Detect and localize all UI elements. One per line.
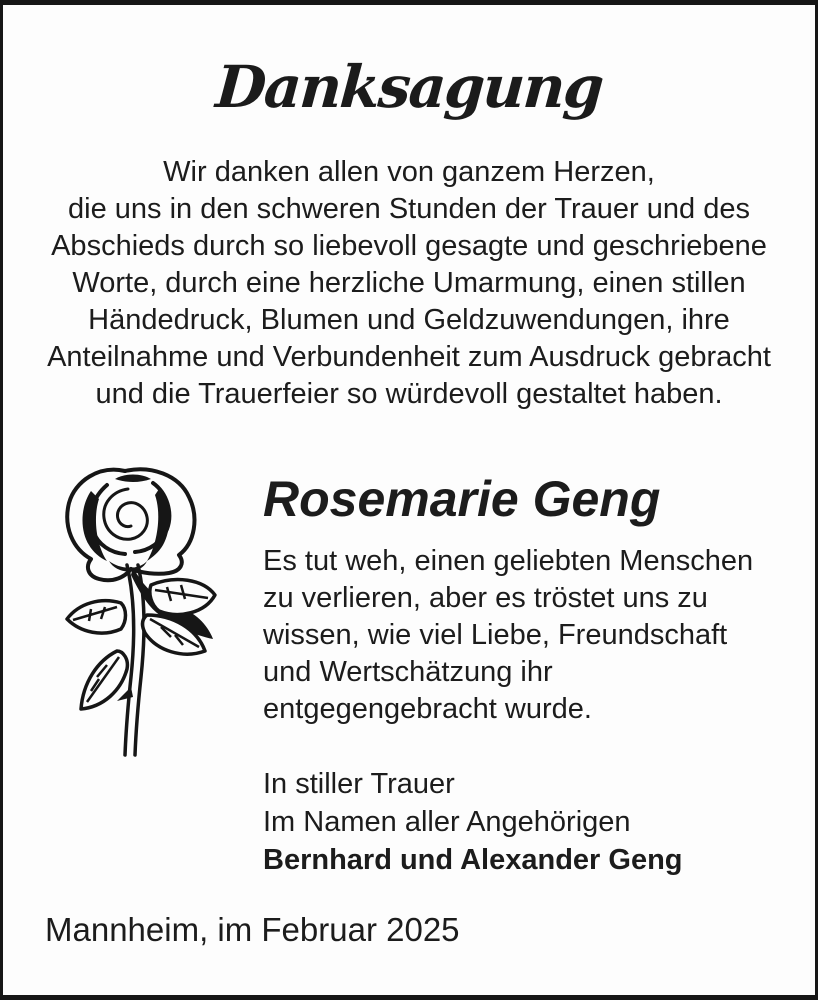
memorial-block (263, 471, 808, 728)
condolence-line: entgegengebracht wurde. (263, 693, 592, 725)
condolence-line: und Wertschätzung ihr (263, 656, 553, 688)
closing-block (263, 765, 683, 879)
place-date: Mannheim, im Februar 2025 (45, 911, 460, 948)
card-title: Danksagung (213, 53, 605, 121)
thanks-paragraph (3, 154, 815, 413)
condolence-line: Es tut weh, einen geliebten Menschen (263, 545, 754, 577)
thanks-line: und die Trauerfeier so würdevoll gestaltet haben. (95, 378, 723, 410)
thanks-line: die uns in den schweren Stunden der Trauer und des (68, 193, 750, 225)
condolence-paragraph (263, 543, 808, 728)
thanks-line: Worte, durch eine herzliche Umarmung, einen stillen (72, 267, 746, 299)
family-names: Bernhard und Alexander Geng (263, 844, 683, 876)
closing-line: Im Namen aller Angehörigen (263, 806, 631, 838)
thanks-line: Händedruck, Blumen und Geldzuwendungen, ihre (88, 304, 730, 336)
rose-icon (55, 457, 225, 757)
thanks-line: Anteilnahme und Verbundenheit zum Ausdruck gebracht (47, 341, 771, 373)
closing-line: In stiller Trauer (263, 768, 455, 800)
rose-illustration (55, 457, 225, 757)
thanks-line: Wir danken allen von ganzem Herzen, (163, 156, 655, 188)
condolence-line: wissen, wie viel Liebe, Freundschaft (263, 619, 728, 651)
thanks-line: Abschieds durch so liebevoll gesagte und geschriebene (51, 230, 767, 262)
deceased-name: Rosemarie Geng (263, 471, 661, 527)
condolence-line: zu verlieren, aber es tröstet uns zu (263, 582, 708, 614)
